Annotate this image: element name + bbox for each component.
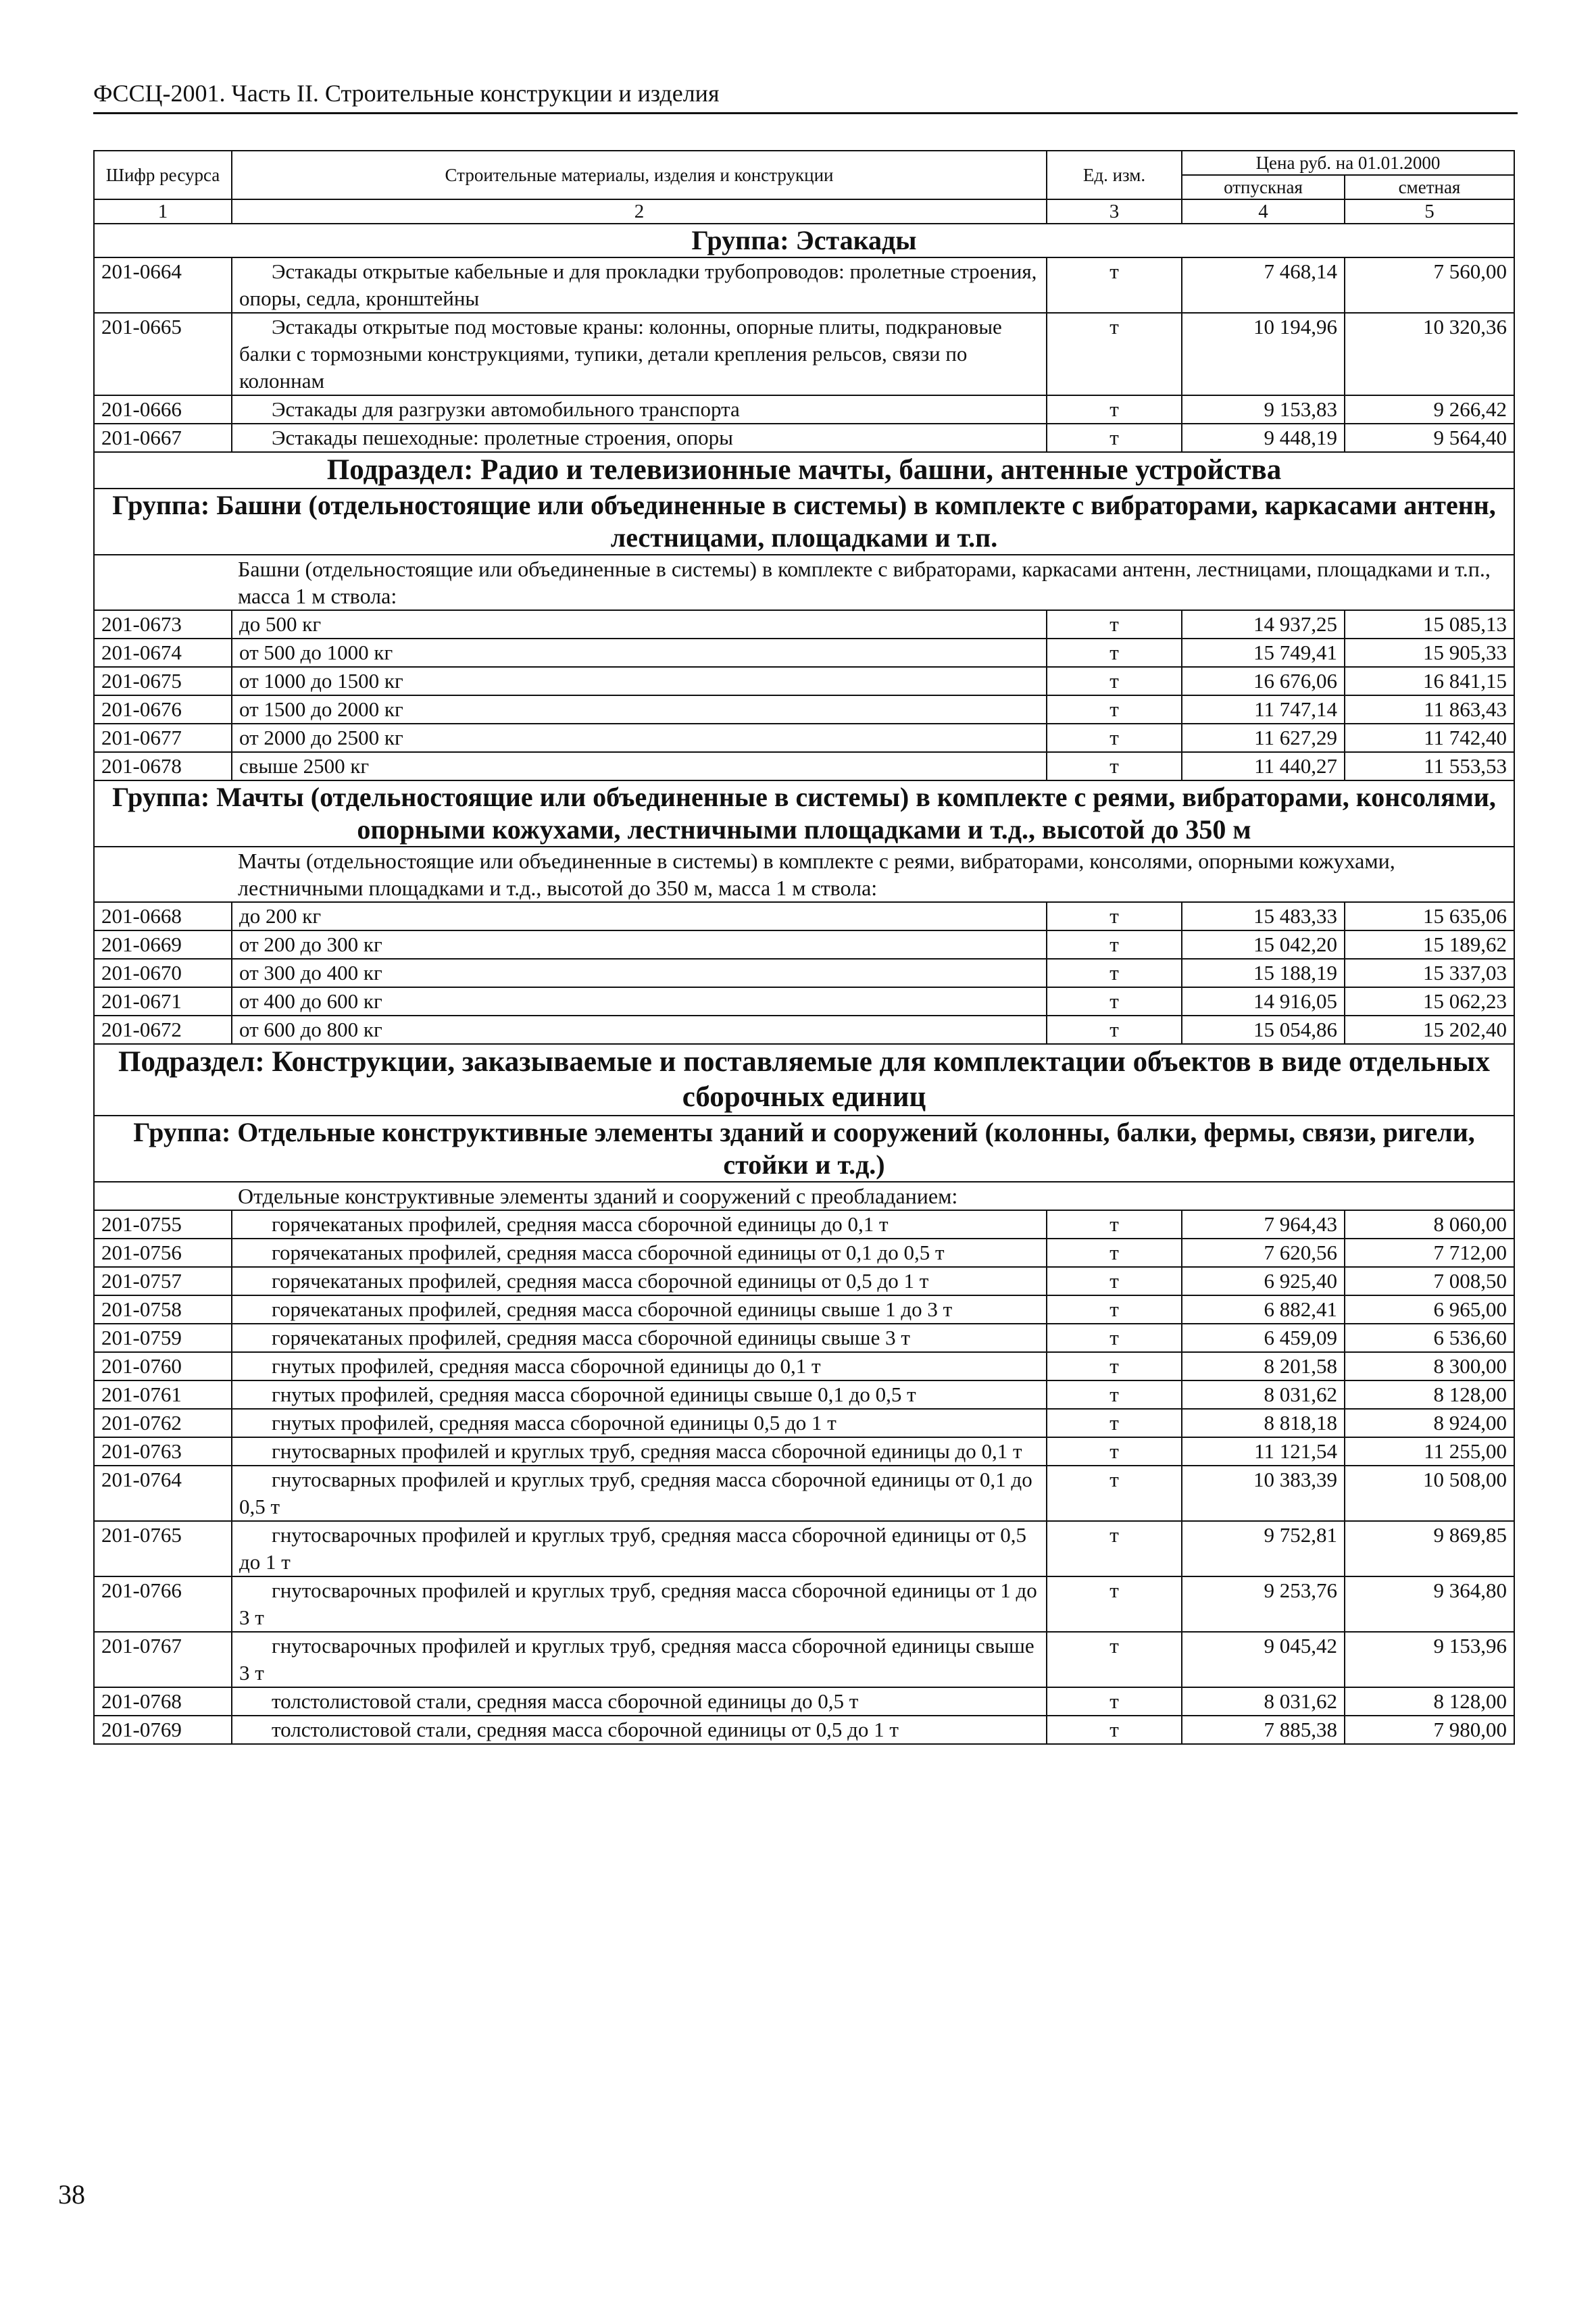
release-price: 9 153,83 [1182, 395, 1345, 424]
item-name: гнутосварных профилей и круглых труб, средняя масса сборочной единицы до 0,1 т [232, 1437, 1047, 1466]
item-name: Эстакады пешеходные: пролетные строения, опоры [232, 424, 1047, 452]
table-row [94, 1239, 1514, 1267]
unit: т [1047, 395, 1182, 424]
unit: т [1047, 1716, 1182, 1744]
resource-code: 201-0664 [94, 257, 232, 313]
estimate-price: 9 364,80 [1345, 1576, 1514, 1632]
group-title: Группа: Мачты (отдельностоящие или объединенные в системы) в комплекте с реями, вибраторами, консолями, опорными кожухами, лестничными площадками и т.д., высотой до 350 м [94, 780, 1514, 847]
estimate-price: 10 320,36 [1345, 313, 1514, 395]
header-unit: Ед. изм. [1047, 151, 1182, 199]
item-name: гнутых профилей, средняя масса сборочной единицы свыше 0,1 до 0,5 т [232, 1380, 1047, 1409]
table-row [94, 1687, 1514, 1716]
table-row [94, 1380, 1514, 1409]
unit: т [1047, 724, 1182, 752]
item-name: от 400 до 600 кг [232, 987, 1047, 1016]
table-header [94, 151, 1514, 224]
estimate-price: 15 085,13 [1345, 610, 1514, 639]
unit: т [1047, 1352, 1182, 1380]
release-price: 7 885,38 [1182, 1716, 1345, 1744]
unit: т [1047, 1466, 1182, 1521]
unit: т [1047, 1295, 1182, 1324]
table-row [94, 1632, 1514, 1687]
table-row [94, 987, 1514, 1016]
table-row [94, 1521, 1514, 1576]
estimate-price: 15 635,06 [1345, 902, 1514, 930]
resource-code: 201-0758 [94, 1295, 232, 1324]
table-body [94, 224, 1514, 1744]
table-row [94, 724, 1514, 752]
group-row [94, 780, 1514, 847]
table-row [94, 395, 1514, 424]
intro-text: Башни (отдельностоящие или объединенные в системы) в комплекте с вибраторами, каркасами антенн, лестницами, площадками и т.п., масса 1 м ствола: [94, 555, 1514, 610]
resource-code: 201-0668 [94, 902, 232, 930]
item-name: гнутосварочных профилей и круглых труб, средняя масса сборочной единицы от 0,5 до 1 т [232, 1521, 1047, 1576]
unit: т [1047, 1016, 1182, 1044]
unit: т [1047, 667, 1182, 695]
release-price: 9 752,81 [1182, 1521, 1345, 1576]
resource-code: 201-0767 [94, 1632, 232, 1687]
unit: т [1047, 1521, 1182, 1576]
unit: т [1047, 424, 1182, 452]
column-number: 2 [232, 199, 1047, 224]
group-row [94, 224, 1514, 257]
resource-code: 201-0666 [94, 395, 232, 424]
table-row [94, 313, 1514, 395]
header-estimate-price: сметная [1345, 175, 1514, 199]
release-price: 16 676,06 [1182, 667, 1345, 695]
item-name: от 1500 до 2000 кг [232, 695, 1047, 724]
table-row [94, 1016, 1514, 1044]
item-name: гнутых профилей, средняя масса сборочной единицы до 0,1 т [232, 1352, 1047, 1380]
estimate-price: 9 869,85 [1345, 1521, 1514, 1576]
release-price: 7 620,56 [1182, 1239, 1345, 1267]
group-title: Группа: Эстакады [94, 224, 1514, 257]
release-price: 6 925,40 [1182, 1267, 1345, 1295]
estimate-price: 6 965,00 [1345, 1295, 1514, 1324]
unit: т [1047, 752, 1182, 780]
estimate-price: 8 128,00 [1345, 1380, 1514, 1409]
release-price: 8 031,62 [1182, 1380, 1345, 1409]
table-row [94, 667, 1514, 695]
table-row [94, 1409, 1514, 1437]
estimate-price: 9 153,96 [1345, 1632, 1514, 1687]
item-name: гнутосварочных профилей и круглых труб, средняя масса сборочной единицы свыше 3 т [232, 1632, 1047, 1687]
item-name: горячекатаных профилей, средняя масса сборочной единицы от 0,5 до 1 т [232, 1267, 1047, 1295]
item-name: Эстакады открытые под мостовые краны: колонны, опорные плиты, подкрановые балки с тормозными конструкциями, тупики, детали крепления рельсов, связи по колоннам [232, 313, 1047, 395]
item-name: Эстакады открытые кабельные и для прокладки трубопроводов: пролетные строения, опоры, седла, кронштейны [232, 257, 1047, 313]
release-price: 10 194,96 [1182, 313, 1345, 395]
item-name: Эстакады для разгрузки автомобильного транспорта [232, 395, 1047, 424]
estimate-price: 11 553,53 [1345, 752, 1514, 780]
release-price: 11 747,14 [1182, 695, 1345, 724]
table-row [94, 1437, 1514, 1466]
item-name: свыше 2500 кг [232, 752, 1047, 780]
item-name: горячекатаных профилей, средняя масса сборочной единицы свыше 3 т [232, 1324, 1047, 1352]
release-price: 14 937,25 [1182, 610, 1345, 639]
price-table [93, 150, 1515, 1745]
resource-code: 201-0676 [94, 695, 232, 724]
table-row [94, 424, 1514, 452]
resource-code: 201-0769 [94, 1716, 232, 1744]
release-price: 6 459,09 [1182, 1324, 1345, 1352]
header-price: Цена руб. на 01.01.2000 [1182, 151, 1514, 175]
estimate-price: 15 337,03 [1345, 959, 1514, 987]
group-row [94, 1116, 1514, 1182]
estimate-price: 11 742,40 [1345, 724, 1514, 752]
resource-code: 201-0670 [94, 959, 232, 987]
intro-row [94, 847, 1514, 902]
estimate-price: 9 266,42 [1345, 395, 1514, 424]
unit: т [1047, 1210, 1182, 1239]
item-name: толстолистовой стали, средняя масса сборочной единицы до 0,5 т [232, 1687, 1047, 1716]
resource-code: 201-0672 [94, 1016, 232, 1044]
item-name: гнутых профилей, средняя масса сборочной единицы 0,5 до 1 т [232, 1409, 1047, 1437]
group-title: Группа: Башни (отдельностоящие или объединенные в системы) в комплекте с вибраторами, каркасами антенн, лестницами, площадками и т.п. [94, 489, 1514, 555]
release-price: 14 916,05 [1182, 987, 1345, 1016]
header-release-price: отпускная [1182, 175, 1345, 199]
resource-code: 201-0761 [94, 1380, 232, 1409]
estimate-price: 8 924,00 [1345, 1409, 1514, 1437]
unit: т [1047, 1239, 1182, 1267]
item-name: от 500 до 1000 кг [232, 639, 1047, 667]
resource-code: 201-0667 [94, 424, 232, 452]
unit: т [1047, 1380, 1182, 1409]
item-name: горячекатаных профилей, средняя масса сборочной единицы от 0,1 до 0,5 т [232, 1239, 1047, 1267]
resource-code: 201-0757 [94, 1267, 232, 1295]
estimate-price: 9 564,40 [1345, 424, 1514, 452]
estimate-price: 7 560,00 [1345, 257, 1514, 313]
table-row [94, 695, 1514, 724]
table-row [94, 902, 1514, 930]
table-row [94, 1352, 1514, 1380]
column-numbers-row [94, 199, 1514, 224]
release-price: 15 188,19 [1182, 959, 1345, 987]
intro-text: Мачты (отдельностоящие или объединенные в системы) в комплекте с реями, вибраторами, консолями, опорными кожухами, лестничными площадками и т.д., высотой до 350 м, масса 1 м ствола: [94, 847, 1514, 902]
resource-code: 201-0763 [94, 1437, 232, 1466]
estimate-price: 7 980,00 [1345, 1716, 1514, 1744]
release-price: 9 253,76 [1182, 1576, 1345, 1632]
group-title: Группа: Отдельные конструктивные элементы зданий и сооружений (колонны, балки, фермы, связи, ригели, стойки и т.д.) [94, 1116, 1514, 1182]
section-title: Подраздел: Конструкции, заказываемые и поставляемые для комплектации объектов в виде отдельных сборочных единиц [94, 1044, 1514, 1116]
item-name: от 2000 до 2500 кг [232, 724, 1047, 752]
release-price: 6 882,41 [1182, 1295, 1345, 1324]
release-price: 15 749,41 [1182, 639, 1345, 667]
table-row [94, 1324, 1514, 1352]
estimate-price: 7 712,00 [1345, 1239, 1514, 1267]
unit: т [1047, 1437, 1182, 1466]
resource-code: 201-0762 [94, 1409, 232, 1437]
item-name: от 600 до 800 кг [232, 1016, 1047, 1044]
unit: т [1047, 959, 1182, 987]
column-number: 4 [1182, 199, 1345, 224]
unit: т [1047, 610, 1182, 639]
release-price: 7 468,14 [1182, 257, 1345, 313]
table-row [94, 1267, 1514, 1295]
unit: т [1047, 257, 1182, 313]
resource-code: 201-0673 [94, 610, 232, 639]
item-name: гнутосварочных профилей и круглых труб, средняя масса сборочной единицы от 1 до 3 т [232, 1576, 1047, 1632]
column-number: 1 [94, 199, 232, 224]
unit: т [1047, 987, 1182, 1016]
release-price: 8 201,58 [1182, 1352, 1345, 1380]
release-price: 8 031,62 [1182, 1687, 1345, 1716]
resource-code: 201-0678 [94, 752, 232, 780]
table-row [94, 1295, 1514, 1324]
unit: т [1047, 1687, 1182, 1716]
unit: т [1047, 1409, 1182, 1437]
unit: т [1047, 902, 1182, 930]
item-name: от 1000 до 1500 кг [232, 667, 1047, 695]
item-name: горячекатаных профилей, средняя масса сборочной единицы свыше 1 до 3 т [232, 1295, 1047, 1324]
table-row [94, 959, 1514, 987]
resource-code: 201-0677 [94, 724, 232, 752]
resource-code: 201-0669 [94, 930, 232, 959]
estimate-price: 15 062,23 [1345, 987, 1514, 1016]
resource-code: 201-0671 [94, 987, 232, 1016]
release-price: 11 121,54 [1182, 1437, 1345, 1466]
estimate-price: 8 060,00 [1345, 1210, 1514, 1239]
resource-code: 201-0764 [94, 1466, 232, 1521]
release-price: 11 627,29 [1182, 724, 1345, 752]
estimate-price: 6 536,60 [1345, 1324, 1514, 1352]
header-code: Шифр ресурса [94, 151, 232, 199]
estimate-price: 11 255,00 [1345, 1437, 1514, 1466]
unit: т [1047, 1324, 1182, 1352]
item-name: толстолистовой стали, средняя масса сборочной единицы от 0,5 до 1 т [232, 1716, 1047, 1744]
estimate-price: 11 863,43 [1345, 695, 1514, 724]
table-row [94, 1716, 1514, 1744]
intro-row [94, 1182, 1514, 1210]
unit: т [1047, 695, 1182, 724]
resource-code: 201-0674 [94, 639, 232, 667]
item-name: от 200 до 300 кг [232, 930, 1047, 959]
column-number: 5 [1345, 199, 1514, 224]
item-name: до 200 кг [232, 902, 1047, 930]
estimate-price: 8 128,00 [1345, 1687, 1514, 1716]
section-title: Подраздел: Радио и телевизионные мачты, башни, антенные устройства [94, 452, 1514, 489]
item-name: горячекатаных профилей, средняя масса сборочной единицы до 0,1 т [232, 1210, 1047, 1239]
intro-text: Отдельные конструктивные элементы зданий и сооружений с преобладанием: [94, 1182, 1514, 1210]
group-row [94, 489, 1514, 555]
resource-code: 201-0765 [94, 1521, 232, 1576]
section-row [94, 452, 1514, 489]
estimate-price: 7 008,50 [1345, 1267, 1514, 1295]
release-price: 10 383,39 [1182, 1466, 1345, 1521]
table-row [94, 930, 1514, 959]
table-row [94, 1466, 1514, 1521]
release-price: 7 964,43 [1182, 1210, 1345, 1239]
item-name: до 500 кг [232, 610, 1047, 639]
estimate-price: 15 905,33 [1345, 639, 1514, 667]
release-price: 11 440,27 [1182, 752, 1345, 780]
resource-code: 201-0665 [94, 313, 232, 395]
intro-row [94, 555, 1514, 610]
item-name: гнутосварных профилей и круглых труб, средняя масса сборочной единицы от 0,1 до 0,5 т [232, 1466, 1047, 1521]
resource-code: 201-0768 [94, 1687, 232, 1716]
unit: т [1047, 313, 1182, 395]
release-price: 15 483,33 [1182, 902, 1345, 930]
unit: т [1047, 1576, 1182, 1632]
table-row [94, 1576, 1514, 1632]
estimate-price: 15 202,40 [1345, 1016, 1514, 1044]
resource-code: 201-0760 [94, 1352, 232, 1380]
release-price: 15 042,20 [1182, 930, 1345, 959]
resource-code: 201-0766 [94, 1576, 232, 1632]
estimate-price: 16 841,15 [1345, 667, 1514, 695]
table-row [94, 610, 1514, 639]
resource-code: 201-0759 [94, 1324, 232, 1352]
page-header: ФССЦ-2001. Часть II. Строительные конструкции и изделия [93, 78, 1518, 114]
unit: т [1047, 639, 1182, 667]
table-row [94, 257, 1514, 313]
unit: т [1047, 930, 1182, 959]
estimate-price: 15 189,62 [1345, 930, 1514, 959]
release-price: 9 448,19 [1182, 424, 1345, 452]
resource-code: 201-0756 [94, 1239, 232, 1267]
release-price: 8 818,18 [1182, 1409, 1345, 1437]
estimate-price: 10 508,00 [1345, 1466, 1514, 1521]
item-name: от 300 до 400 кг [232, 959, 1047, 987]
estimate-price: 8 300,00 [1345, 1352, 1514, 1380]
table-row [94, 752, 1514, 780]
table-row [94, 639, 1514, 667]
resource-code: 201-0675 [94, 667, 232, 695]
unit: т [1047, 1267, 1182, 1295]
column-number: 3 [1047, 199, 1182, 224]
resource-code: 201-0755 [94, 1210, 232, 1239]
header-name: Строительные материалы, изделия и конструкции [232, 151, 1047, 199]
section-row [94, 1044, 1514, 1116]
unit: т [1047, 1632, 1182, 1687]
release-price: 15 054,86 [1182, 1016, 1345, 1044]
release-price: 9 045,42 [1182, 1632, 1345, 1687]
page-number: 38 [58, 2179, 85, 2210]
table-row [94, 1210, 1514, 1239]
